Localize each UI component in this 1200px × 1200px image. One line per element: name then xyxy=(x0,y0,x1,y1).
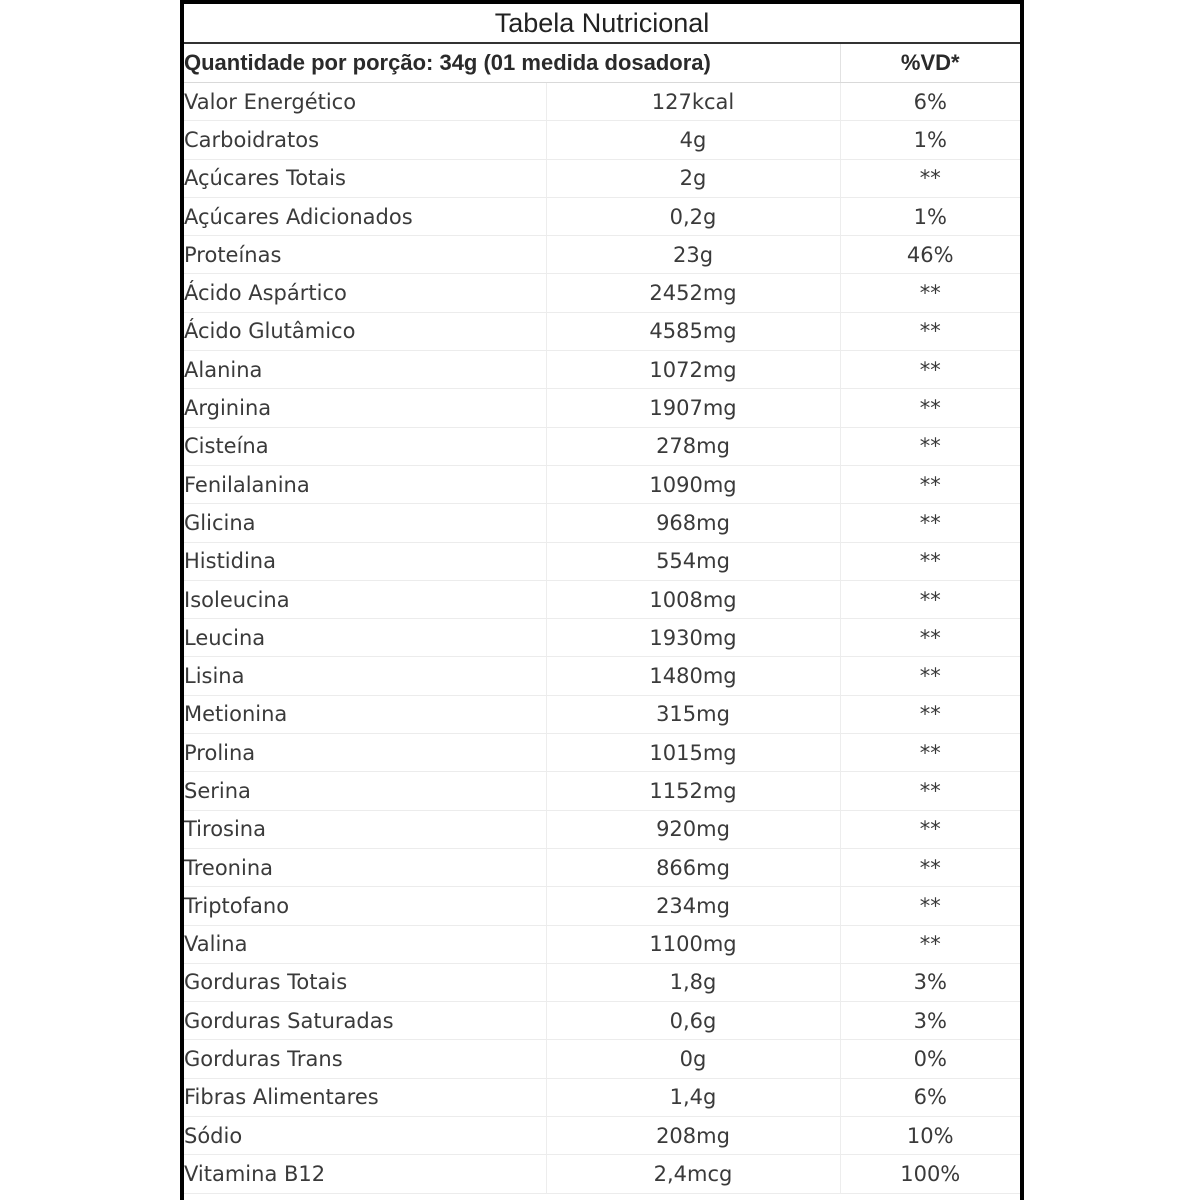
nutrient-daily-value: 3% xyxy=(840,963,1020,1001)
nutrient-daily-value: ** xyxy=(840,887,1020,925)
nutrient-amount: 0,6g xyxy=(546,1002,840,1040)
nutrient-name: Cisteína xyxy=(184,427,546,465)
nutrient-daily-value: ** xyxy=(840,427,1020,465)
nutrient-name: Glicina xyxy=(184,504,546,542)
nutrient-name: Triptofano xyxy=(184,887,546,925)
nutrient-name: Metionina xyxy=(184,695,546,733)
nutrient-name: Gorduras Totais xyxy=(184,963,546,1001)
nutrient-amount: 920mg xyxy=(546,810,840,848)
nutrient-name: Vitamina B12 xyxy=(184,1155,546,1193)
nutrient-daily-value: ** xyxy=(840,925,1020,963)
nutrient-daily-value: ** xyxy=(840,465,1020,503)
nutrient-daily-value: ** xyxy=(840,848,1020,886)
nutrient-daily-value: ** xyxy=(840,389,1020,427)
nutrient-name: Fenilalanina xyxy=(184,465,546,503)
table-row xyxy=(184,1040,1020,1078)
table-row xyxy=(184,963,1020,1001)
nutrient-name: Valina xyxy=(184,925,546,963)
nutrient-daily-value: 1% xyxy=(840,197,1020,235)
nutrient-amount: 554mg xyxy=(546,542,840,580)
nutrient-amount: 234mg xyxy=(546,887,840,925)
table-row xyxy=(184,465,1020,503)
serving-size-header: Quantidade por porção: 34g (01 medida dosadora) xyxy=(184,44,840,83)
nutrient-amount: 968mg xyxy=(546,504,840,542)
nutrient-name: Fibras Alimentares xyxy=(184,1078,546,1116)
nutrient-name: Isoleucina xyxy=(184,580,546,618)
nutrient-name: Ácido Aspártico xyxy=(184,274,546,312)
nutrient-daily-value: 100% xyxy=(840,1155,1020,1193)
nutrient-amount: 0g xyxy=(546,1040,840,1078)
nutrient-name: Gorduras Trans xyxy=(184,1040,546,1078)
nutrient-daily-value: ** xyxy=(840,312,1020,350)
nutrient-name: Tirosina xyxy=(184,810,546,848)
nutrient-amount: 23g xyxy=(546,236,840,274)
nutrient-amount: 1480mg xyxy=(546,657,840,695)
table-title: Tabela Nutricional xyxy=(184,4,1020,44)
nutrient-amount: 2452mg xyxy=(546,274,840,312)
nutrient-daily-value: 6% xyxy=(840,1078,1020,1116)
table-row xyxy=(184,274,1020,312)
table-row xyxy=(184,389,1020,427)
nutrient-daily-value: ** xyxy=(840,580,1020,618)
table-row xyxy=(184,1117,1020,1155)
nutrient-daily-value: 10% xyxy=(840,1117,1020,1155)
nutrient-daily-value: ** xyxy=(840,274,1020,312)
nutrient-amount: 1,4g xyxy=(546,1078,840,1116)
nutrient-amount: 1930mg xyxy=(546,619,840,657)
table-header-row xyxy=(184,44,1020,83)
nutrition-facts-panel xyxy=(180,0,1024,1200)
nutrition-table xyxy=(184,44,1020,1194)
nutrient-daily-value: ** xyxy=(840,695,1020,733)
table-row xyxy=(184,772,1020,810)
nutrient-daily-value: ** xyxy=(840,772,1020,810)
nutrient-daily-value: ** xyxy=(840,159,1020,197)
table-row xyxy=(184,887,1020,925)
nutrient-daily-value: 0% xyxy=(840,1040,1020,1078)
nutrient-amount: 1015mg xyxy=(546,734,840,772)
table-row xyxy=(184,312,1020,350)
nutrient-daily-value: 6% xyxy=(840,83,1020,121)
nutrient-name: Treonina xyxy=(184,848,546,886)
nutrient-amount: 1152mg xyxy=(546,772,840,810)
nutrient-amount: 1907mg xyxy=(546,389,840,427)
nutrient-daily-value: ** xyxy=(840,351,1020,389)
nutrient-daily-value: 1% xyxy=(840,121,1020,159)
nutrient-name: Valor Energético xyxy=(184,83,546,121)
table-row xyxy=(184,236,1020,274)
table-row xyxy=(184,159,1020,197)
nutrient-name: Alanina xyxy=(184,351,546,389)
table-row xyxy=(184,121,1020,159)
table-row xyxy=(184,427,1020,465)
nutrient-name: Açúcares Adicionados xyxy=(184,197,546,235)
nutrient-name: Gorduras Saturadas xyxy=(184,1002,546,1040)
nutrient-daily-value: ** xyxy=(840,657,1020,695)
nutrient-name: Leucina xyxy=(184,619,546,657)
nutrient-amount: 278mg xyxy=(546,427,840,465)
nutrient-daily-value: ** xyxy=(840,619,1020,657)
nutrient-daily-value: 3% xyxy=(840,1002,1020,1040)
table-row xyxy=(184,848,1020,886)
table-row xyxy=(184,580,1020,618)
nutrient-amount: 1072mg xyxy=(546,351,840,389)
table-row xyxy=(184,197,1020,235)
nutrient-amount: 1090mg xyxy=(546,465,840,503)
nutrient-amount: 4g xyxy=(546,121,840,159)
table-row xyxy=(184,542,1020,580)
table-row xyxy=(184,810,1020,848)
nutrient-amount: 2,4mcg xyxy=(546,1155,840,1193)
daily-value-header: %VD* xyxy=(840,44,1020,83)
nutrition-rows xyxy=(184,83,1020,1194)
nutrient-amount: 1,8g xyxy=(546,963,840,1001)
nutrient-amount: 208mg xyxy=(546,1117,840,1155)
nutrient-name: Açúcares Totais xyxy=(184,159,546,197)
nutrient-name: Sódio xyxy=(184,1117,546,1155)
nutrient-name: Ácido Glutâmico xyxy=(184,312,546,350)
nutrient-name: Prolina xyxy=(184,734,546,772)
nutrient-amount: 0,2g xyxy=(546,197,840,235)
nutrient-amount: 127kcal xyxy=(546,83,840,121)
table-row xyxy=(184,504,1020,542)
nutrient-name: Arginina xyxy=(184,389,546,427)
table-row xyxy=(184,734,1020,772)
nutrient-name: Lisina xyxy=(184,657,546,695)
nutrient-daily-value: ** xyxy=(840,504,1020,542)
table-row xyxy=(184,1155,1020,1193)
nutrient-amount: 2g xyxy=(546,159,840,197)
table-row xyxy=(184,657,1020,695)
nutrient-amount: 866mg xyxy=(546,848,840,886)
nutrient-name: Proteínas xyxy=(184,236,546,274)
nutrient-amount: 1100mg xyxy=(546,925,840,963)
nutrient-amount: 315mg xyxy=(546,695,840,733)
nutrient-daily-value: ** xyxy=(840,810,1020,848)
nutrient-amount: 4585mg xyxy=(546,312,840,350)
table-row xyxy=(184,695,1020,733)
nutrient-name: Histidina xyxy=(184,542,546,580)
nutrient-amount: 1008mg xyxy=(546,580,840,618)
table-row xyxy=(184,1078,1020,1116)
table-row xyxy=(184,925,1020,963)
nutrient-name: Serina xyxy=(184,772,546,810)
nutrient-daily-value: ** xyxy=(840,542,1020,580)
table-row xyxy=(184,1002,1020,1040)
nutrient-daily-value: ** xyxy=(840,734,1020,772)
nutrient-daily-value: 46% xyxy=(840,236,1020,274)
table-row xyxy=(184,619,1020,657)
table-row xyxy=(184,83,1020,121)
table-row xyxy=(184,351,1020,389)
nutrient-name: Carboidratos xyxy=(184,121,546,159)
